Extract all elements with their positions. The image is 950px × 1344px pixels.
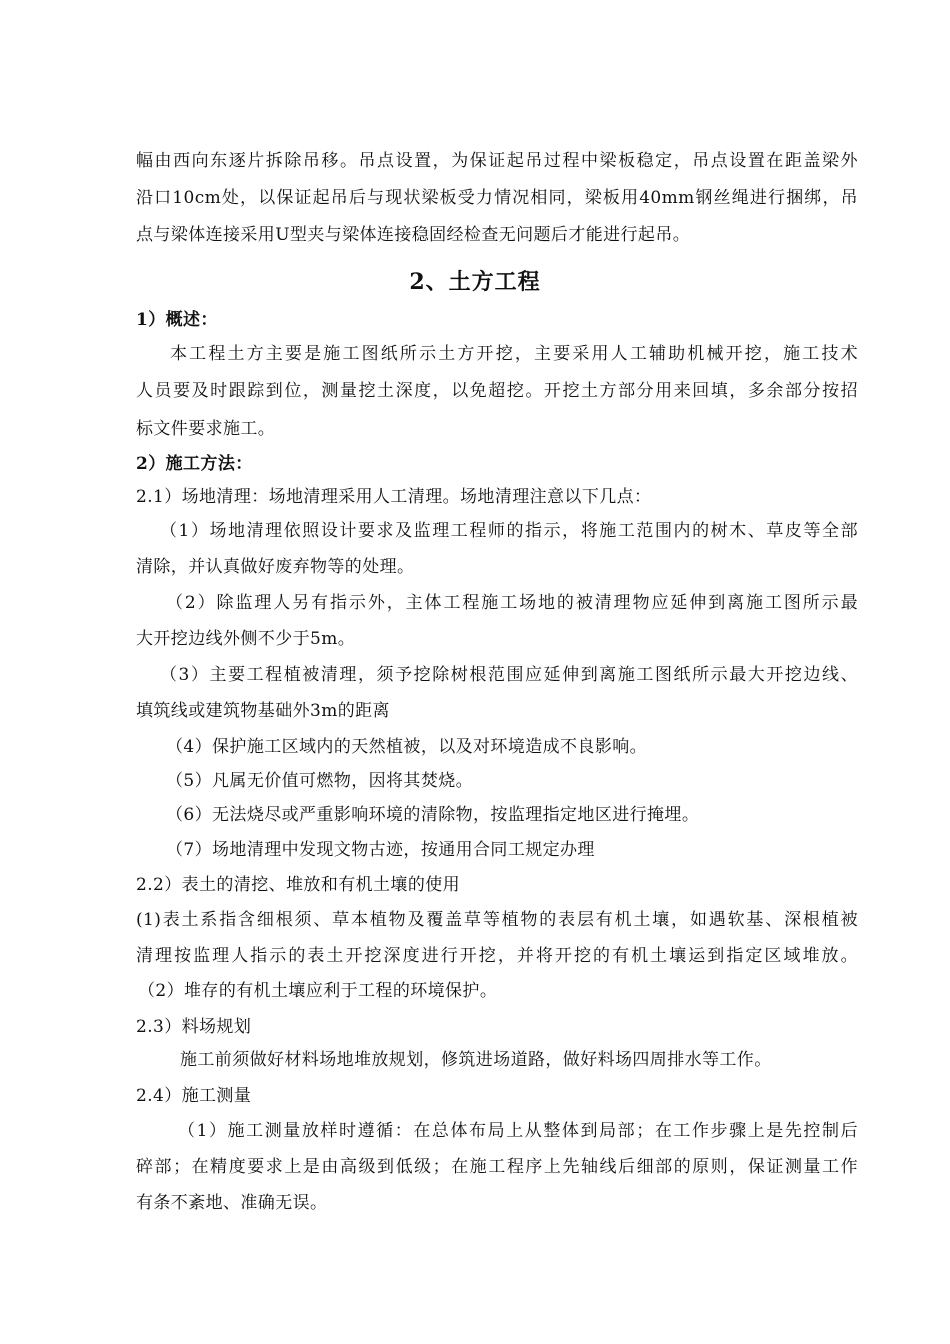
s21-item2-line-1: （2）除监理人另有指示外，主体工程施工场地的被清理物应延伸到离施工图所示最	[166, 593, 858, 613]
overview-line-1: 本工程土方主要是施工图纸所示土方开挖，主要采用人工辅助机械开挖，施工技术	[170, 344, 858, 364]
s21-item3-line-1: （3）主要工程植被清理，须予挖除树根范围应延伸到离施工图纸所示最大开挖边线、	[160, 665, 858, 685]
s21-item6: （6）无法烧尽或严重影响环境的清除物，按监理指定地区进行掩埋。	[166, 805, 700, 825]
s21-item5: （5）凡属无价值可燃物，因将其焚烧。	[166, 771, 474, 791]
intro-line-2: 沿口10cm处，以保证起吊后与现状梁板受力情况相同，梁板用40mm钢丝绳进行捆绑，吊	[136, 188, 858, 208]
section-title: 2、土方工程	[409, 269, 541, 295]
s22-item1-line-1: (1)表土系指含细根须、草本植物及覆盖草等植物的表层有机土壤，如遇软基、深根植被	[136, 910, 858, 930]
s24-heading: 2.4）施工测量	[136, 1086, 252, 1106]
s24-item1-line-3: 有条不紊地、准确无误。	[136, 1193, 328, 1213]
s23-heading: 2.3）料场规划	[136, 1017, 252, 1037]
overview-line-3: 标文件要求施工。	[136, 419, 276, 439]
s22-item2: （2）堆存的有机土壤应利于工程的环境保护。	[138, 981, 498, 1001]
overview-heading: 1）概述：	[136, 310, 218, 330]
method-heading: 2）施工方法：	[136, 454, 253, 474]
s22-item1-line-2: 清理按监理人指示的表土开挖深度进行开挖，并将开挖的有机土壤运到指定区域堆放。	[136, 946, 858, 966]
s21-item3-line-2: 填筑线或建筑物基础外3m的距离	[136, 701, 390, 721]
s21-item2-line-2: 大开挖边线外侧不少于5m。	[136, 629, 356, 649]
s21-item4: （4）保护施工区域内的天然植被，以及对环境造成不良影响。	[166, 737, 648, 757]
s21-item1-line-1: （1）场地清理依照设计要求及监理工程师的指示，将施工范围内的树木、草皮等全部	[160, 521, 858, 541]
intro-line-3: 点与梁体连接采用U型夹与梁体连接稳固经检查无问题后才能进行起吊。	[136, 225, 691, 245]
s24-item1-line-2: 碎部；在精度要求上是由高级到低级；在施工程序上先轴线后细部的原则，保证测量工作	[136, 1157, 858, 1177]
intro-line-1: 幅由西向东逐片拆除吊移。吊点设置，为保证起吊过程中梁板稳定，吊点设置在距盖梁外	[136, 151, 858, 171]
s23-text: 施工前须做好材料场地堆放规划，修筑进场道路，做好料场四周排水等工作。	[180, 1050, 772, 1070]
s21-item1-line-2: 清除，并认真做好废弃物等的处理。	[136, 557, 415, 577]
s22-heading: 2.2）表土的清挖、堆放和有机土壤的使用	[136, 875, 461, 895]
s24-item1-line-1: （1）施工测量放样时遵循：在总体布局上从整体到局部；在工作步骤上是先控制后	[178, 1121, 858, 1141]
s21-heading: 2.1）场地清理：场地清理采用人工清理。场地清理注意以下几点：	[136, 487, 652, 507]
s21-item7: （7）场地清理中发现文物古迹，按通用合同工规定办理	[166, 840, 595, 860]
overview-line-2: 人员要及时跟踪到位，测量挖土深度，以免超挖。开挖土方部分用来回填，多余部分按招	[136, 381, 858, 401]
